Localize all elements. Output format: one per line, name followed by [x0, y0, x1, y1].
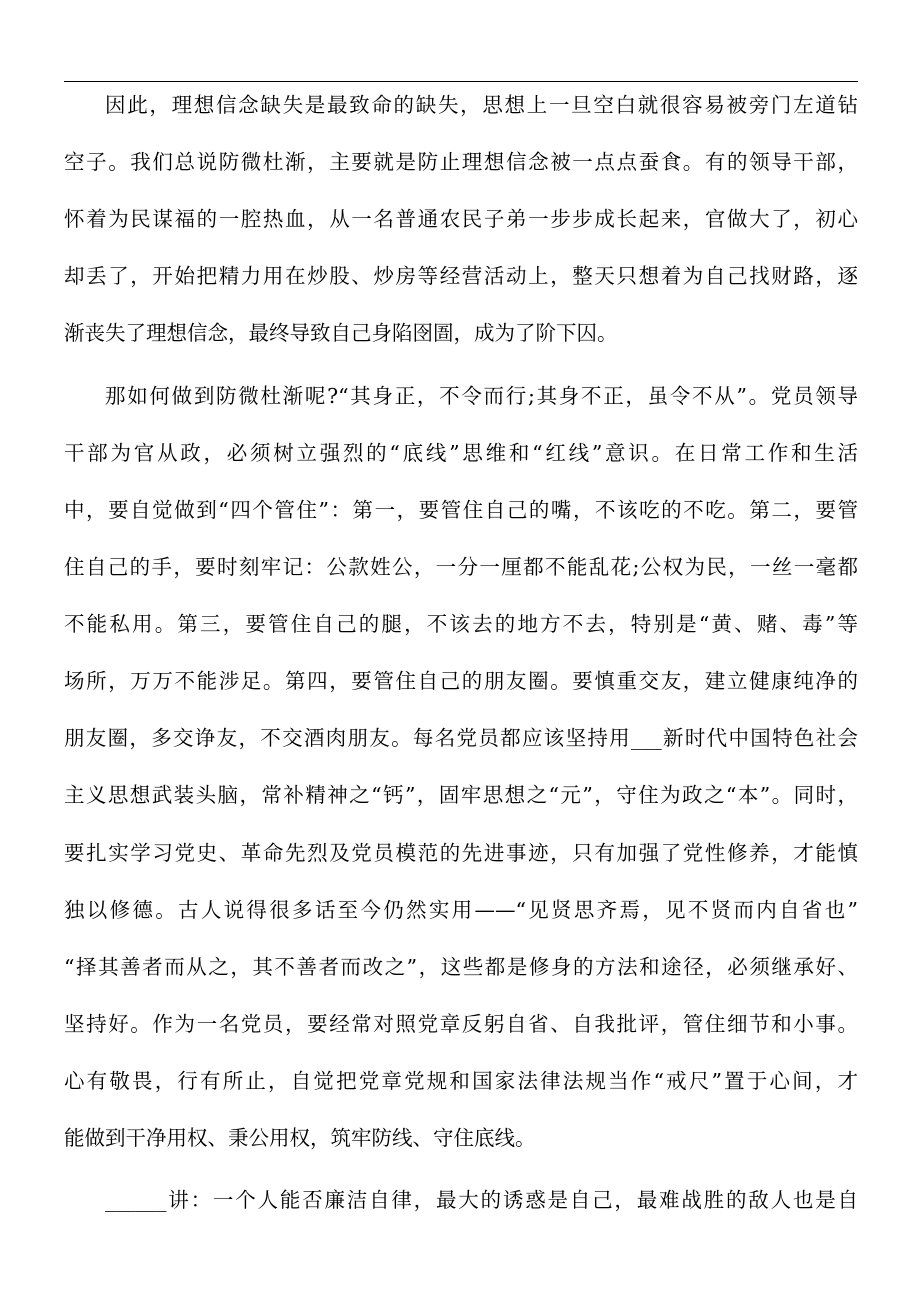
text-line: 渐丧失了理想信念，最终导致自己身陷囹圄，成为了阶下囚。 [64, 321, 618, 346]
text-line: 能做到干净用权、秉公用权，筑牢防线、守住底线。 [64, 1125, 536, 1150]
paragraph [64, 1172, 858, 1229]
text-line: 要扎实学习党史、革命先烈及党员模范的先进事迹，只有加强了党性修养，才能慎 [64, 840, 858, 865]
text-line: 却丢了，开始把精力用在炒股、炒房等经营活动上，整天只想着为自己找财路，逐 [64, 264, 858, 289]
text-line: 主义思想武装头脑，常补精神之“钙”，固牢思想之“元”，守住为政之“本”。同时， [64, 783, 858, 808]
text-line: 中，要自觉做到“四个管住”：第一，要管住自己的嘴，不该吃的不吃。第二，要管 [64, 497, 858, 522]
text-line: 朋友圈，多交诤友，不交酒肉朋友。每名党员都应该坚持用___新时代中国特色社会 [64, 726, 858, 751]
text-line: 因此，理想信念缺失是最致命的缺失，思想上一旦空白就很容易被旁门左道钻 [105, 93, 858, 117]
text-line: 场所，万万不能涉足。第四，要管住自己的朋友圈。要慎重交友，建立健康纯净的 [64, 669, 858, 694]
text-line: 干部为官从政，必须树立强烈的“底线”思维和“红线”意识。在日常工作和生活 [64, 440, 858, 465]
paragraph [64, 368, 858, 1167]
text-line: 独以修德。古人说得很多话至今仍然实用——“见贤思齐焉，见不贤而内自省也” [64, 897, 858, 922]
text-line: ______讲：一个人能否廉洁自律，最大的诱惑是自己，最难战胜的敌人也是自 [105, 1188, 858, 1213]
text-line: 怀着为民谋福的一腔热血，从一名普通农民子弟一步步成长起来，官做大了，初心 [64, 207, 858, 232]
text-line: 心有敬畏，行有所止，自觉把党章党规和国家法律法规当作“戒尺”置于心间，才 [64, 1068, 858, 1093]
text-line: 那如何做到防微杜渐呢?“其身正，不令而行;其身不正，虽令不从”。党员领导 [105, 383, 858, 408]
text-line: 不能私用。第三，要管住自己的腿，不该去的地方不去，特别是“黄、赌、毒”等 [64, 612, 858, 637]
text-line: 住自己的手，要时刻牢记：公款姓公，一分一厘都不能乱花;公权为民，一丝一毫都 [64, 555, 858, 580]
text-line: 空子。我们总说防微杜渐，主要就是防止理想信念被一点点蚕食。有的领导干部， [64, 150, 858, 175]
document-body [64, 77, 858, 1229]
paragraph [64, 77, 858, 362]
text-line: 坚持好。作为一名党员，要经常对照党章反躬自省、自我批评，管住细节和小事。 [64, 1011, 858, 1036]
text-line: “择其善者而从之，其不善者而改之”，这些都是修身的方法和途径，必须继承好、 [64, 954, 858, 979]
